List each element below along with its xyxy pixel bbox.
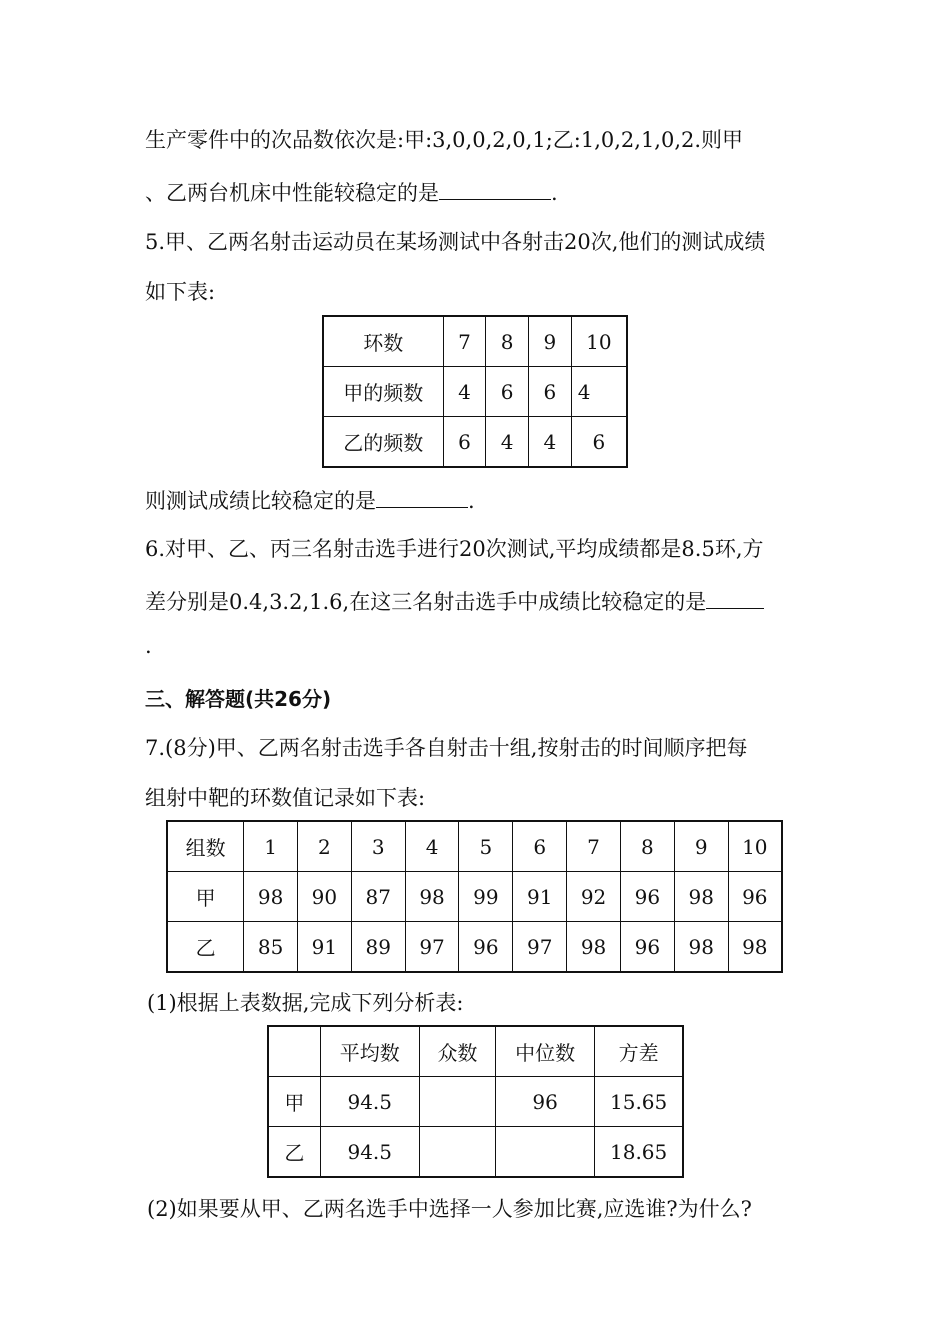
- table-cell: 7: [443, 316, 486, 367]
- table-cell: 91: [513, 872, 567, 922]
- q5-answer-line: [145, 485, 475, 515]
- table-cell: 10: [571, 316, 627, 367]
- table-cell: 6: [529, 367, 572, 417]
- table-row: [323, 367, 627, 417]
- q6-period: .: [145, 634, 152, 658]
- table-cell: 众数: [419, 1026, 495, 1077]
- table-cell: 组数: [167, 821, 244, 872]
- q4-answer-blank[interactable]: [439, 177, 551, 200]
- q6-text-line2-body: 差分别是0.4,3.2,1.6,在这三名射击选手中成绩比较稳定的是: [145, 590, 707, 614]
- table-cell[interactable]: [419, 1127, 495, 1178]
- table-cell: 8: [486, 316, 529, 367]
- q5-answer-blank[interactable]: [376, 485, 468, 508]
- table-cell: 2: [297, 821, 351, 872]
- table-cell: 8: [620, 821, 674, 872]
- q7-part2-text: (2)如果要从甲、乙两名选手中选择一人参加比赛,应选谁?为什么?: [147, 1197, 752, 1221]
- table-cell: 91: [297, 922, 351, 973]
- table-cell: 4: [443, 367, 486, 417]
- q7-text-line1: 7.(8分)甲、乙两名射击选手各自射击十组,按射击的时间顺序把每: [145, 736, 748, 760]
- table-cell: 96: [620, 922, 674, 973]
- q4-period: .: [551, 181, 558, 205]
- table-row: [268, 1026, 683, 1077]
- table-cell: 87: [351, 872, 405, 922]
- table-cell: 方差: [595, 1026, 683, 1077]
- table-cell: 甲: [268, 1077, 320, 1127]
- table-cell: [268, 1026, 320, 1077]
- table-cell: 97: [513, 922, 567, 973]
- table-cell: 6: [513, 821, 567, 872]
- table-cell: 96: [459, 922, 513, 973]
- table-row: [268, 1077, 683, 1127]
- table-cell[interactable]: [419, 1077, 495, 1127]
- q5-text-line2: 如下表:: [145, 280, 216, 304]
- table-cell: 乙的频数: [323, 417, 443, 468]
- table-row: [167, 821, 782, 872]
- table-cell: 92: [567, 872, 621, 922]
- table-cell: 平均数: [320, 1026, 419, 1077]
- table-cell: 98: [244, 872, 298, 922]
- table-cell: 甲: [167, 872, 244, 922]
- table-cell: 97: [405, 922, 459, 973]
- table-row: [323, 417, 627, 468]
- table-row: [167, 872, 782, 922]
- q5-text-line1: 5.甲、乙两名射击运动员在某场测试中各射击20次,他们的测试成绩: [145, 230, 766, 254]
- table-cell: 98: [405, 872, 459, 922]
- table-cell: 乙: [167, 922, 244, 973]
- table-cell: 7: [567, 821, 621, 872]
- table-cell: 环数: [323, 316, 443, 367]
- table-cell: 9: [674, 821, 728, 872]
- q5-period: .: [468, 489, 475, 513]
- table-cell: 98: [674, 922, 728, 973]
- q6-text-line2: [145, 586, 764, 616]
- table-row: [268, 1127, 683, 1178]
- table-row: [323, 316, 627, 367]
- table-cell: 乙: [268, 1127, 320, 1178]
- table-cell: 96: [728, 872, 782, 922]
- table-cell: 98: [674, 872, 728, 922]
- q4-text-line2: [145, 177, 558, 207]
- table-cell: 4: [571, 367, 627, 417]
- table-cell: 98: [728, 922, 782, 973]
- table-cell: 85: [244, 922, 298, 973]
- table-cell: 5: [459, 821, 513, 872]
- table-cell: 96: [620, 872, 674, 922]
- table-cell: 10: [728, 821, 782, 872]
- q7-text-line2: 组射中靶的环数值记录如下表:: [145, 786, 426, 810]
- table-cell: 89: [351, 922, 405, 973]
- q6-text-line1: 6.对甲、乙、丙三名射击选手进行20次测试,平均成绩都是8.5环,方: [145, 537, 764, 561]
- q4-text-line2-body: 、乙两台机床中性能较稳定的是: [145, 181, 439, 205]
- table-cell: 6: [443, 417, 486, 468]
- table-cell: 96: [496, 1077, 595, 1127]
- table-cell: 4: [405, 821, 459, 872]
- q7-scores-table: [166, 820, 783, 973]
- q5-answer-text: 则测试成绩比较稳定的是: [145, 489, 376, 513]
- q4-text-line1: 生产零件中的次品数依次是:甲:3,0,0,2,0,1;乙:1,0,2,1,0,2.则甲: [145, 128, 744, 152]
- table-row: [167, 922, 782, 973]
- q7-part1-text: (1)根据上表数据,完成下列分析表:: [147, 991, 464, 1015]
- table-cell: 6: [486, 367, 529, 417]
- table-cell: 1: [244, 821, 298, 872]
- table-cell: 98: [567, 922, 621, 973]
- table-cell[interactable]: [496, 1127, 595, 1178]
- table-cell: 15.65: [595, 1077, 683, 1127]
- table-cell: 99: [459, 872, 513, 922]
- table-cell: 18.65: [595, 1127, 683, 1178]
- table-cell: 6: [571, 417, 627, 468]
- table-cell: 9: [529, 316, 572, 367]
- table-cell: 甲的频数: [323, 367, 443, 417]
- table-cell: 4: [529, 417, 572, 468]
- table-cell: 中位数: [496, 1026, 595, 1077]
- q5-frequency-table: [322, 315, 628, 468]
- table-cell: 3: [351, 821, 405, 872]
- table-cell: 90: [297, 872, 351, 922]
- q7-analysis-table: [267, 1025, 684, 1178]
- table-cell: 94.5: [320, 1127, 419, 1178]
- table-cell: 4: [486, 417, 529, 468]
- table-cell: 94.5: [320, 1077, 419, 1127]
- section-heading: 三、解答题(共26分): [145, 687, 332, 711]
- q6-answer-blank[interactable]: [706, 586, 764, 609]
